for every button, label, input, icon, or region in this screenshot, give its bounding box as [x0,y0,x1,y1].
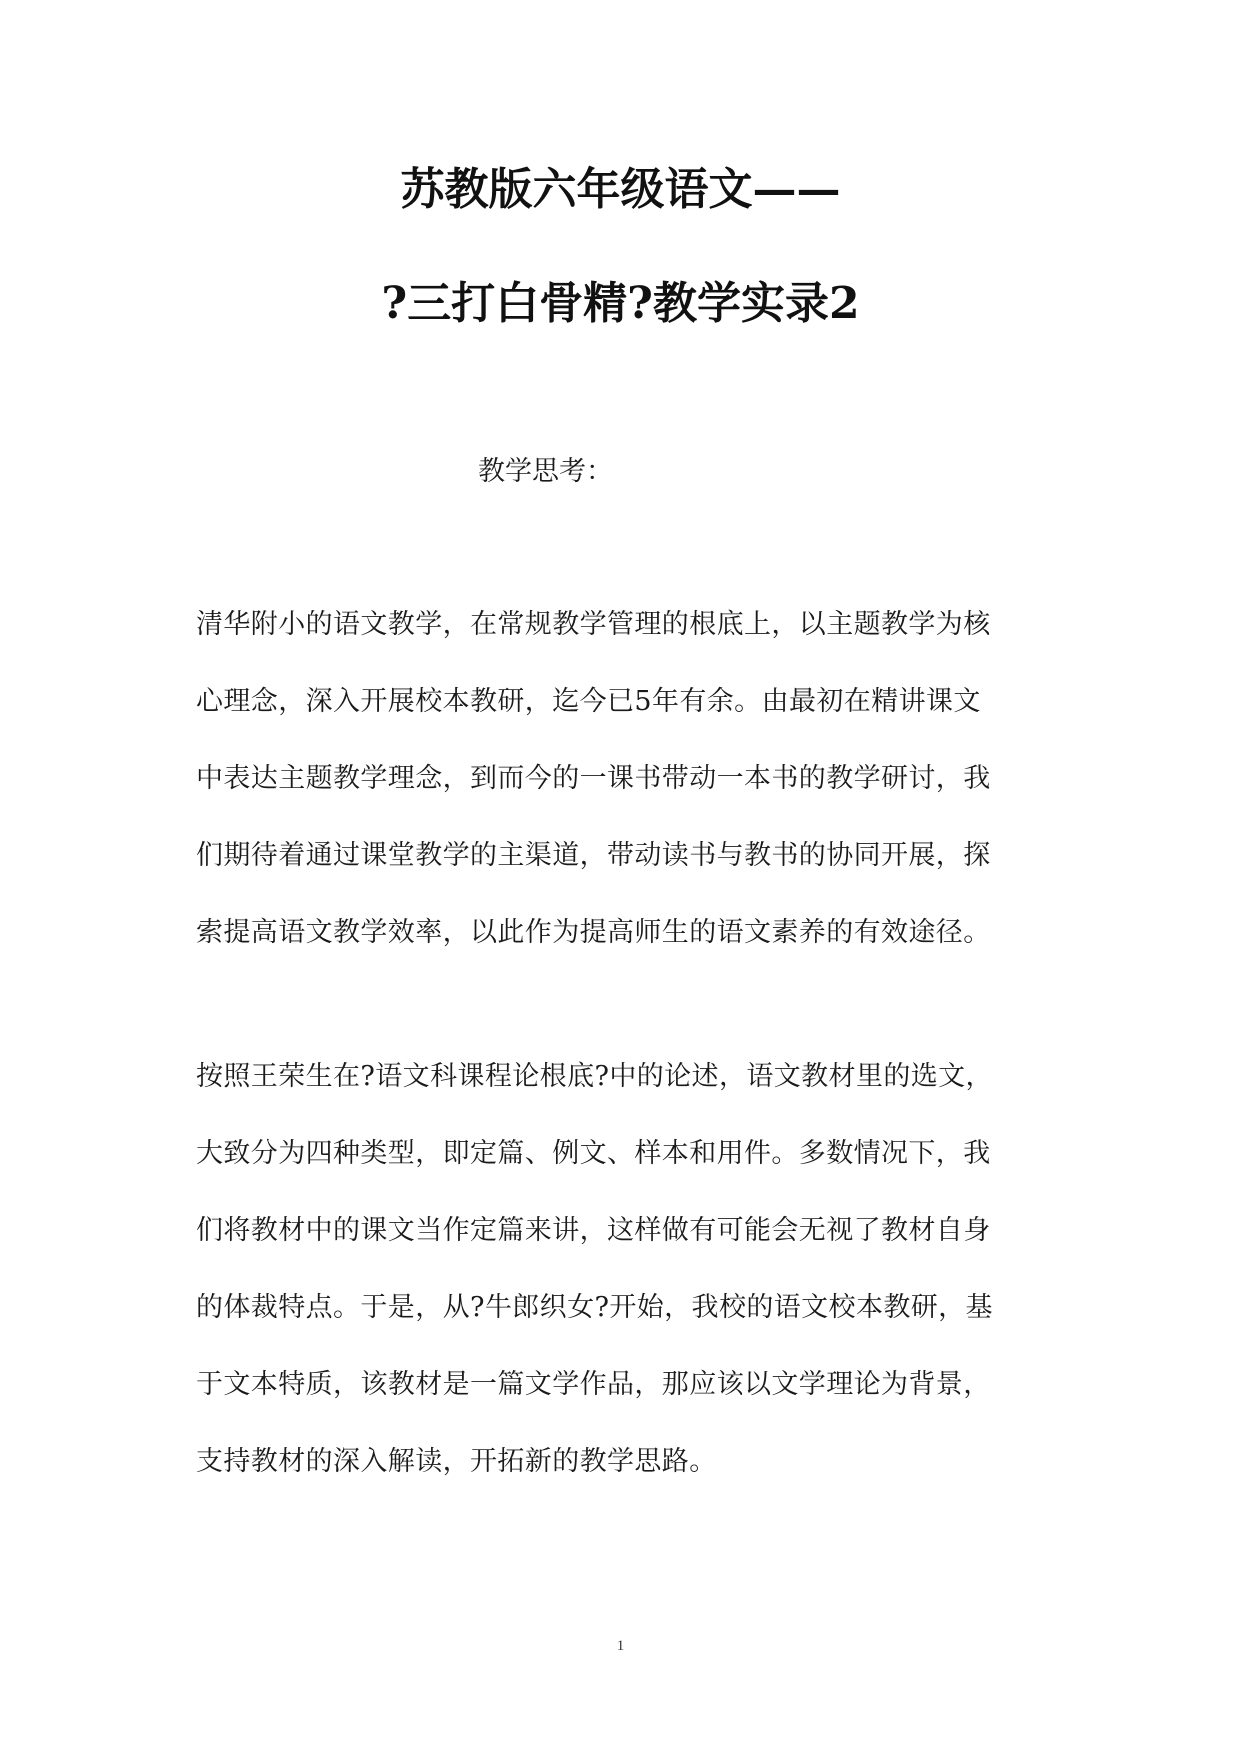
paragraph-2 [196,1052,1046,1514]
paragraph-line: 大致分为四种类型，即定篇、例文、样本和用件。多数情况下，我 [196,1138,991,1169]
paragraph-line: 中表达主题教学理念，到而今的一课书带动一本书的教学研讨，我 [196,763,991,794]
paragraph-line: 支持教材的深入解读，开拓新的教学思路。 [196,1446,717,1477]
paragraph-line: 心理念，深入开展校本教研，迄今已5年有余。由最初在精讲课文 [196,686,981,717]
page-number: 1 [616,1638,625,1654]
paragraph-line: 们期待着通过课堂教学的主渠道，带动读书与教书的协同开展，探 [196,840,991,871]
paragraph-line: 清华附小的语文教学，在常规教学管理的根底上，以主题教学为核 [196,609,991,640]
document-title-line-1: 苏教版六年级语文—— [400,164,841,215]
paragraph-line: 们将教材中的课文当作定篇来讲，这样做有可能会无视了教材自身 [196,1215,991,1246]
document-title-line-2: ?三打白骨精?教学实录2 [381,278,860,329]
paragraph-line: 的体裁特点。于是，从?牛郎织女?开始，我校的语文校本教研，基 [196,1292,993,1323]
paragraph-line: 于文本特质，该教材是一篇文学作品，那应该以文学理论为背景， [196,1369,991,1400]
paragraph-1 [196,600,1046,985]
paragraph-line: 按照王荣生在?语文科课程论根底?中的论述，语文教材里的选文， [196,1061,993,1092]
paragraph-line: 索提高语文教学效率，以此作为提高师生的语文素养的有效途径。 [196,917,991,948]
section-heading: 教学思考： [478,456,613,487]
